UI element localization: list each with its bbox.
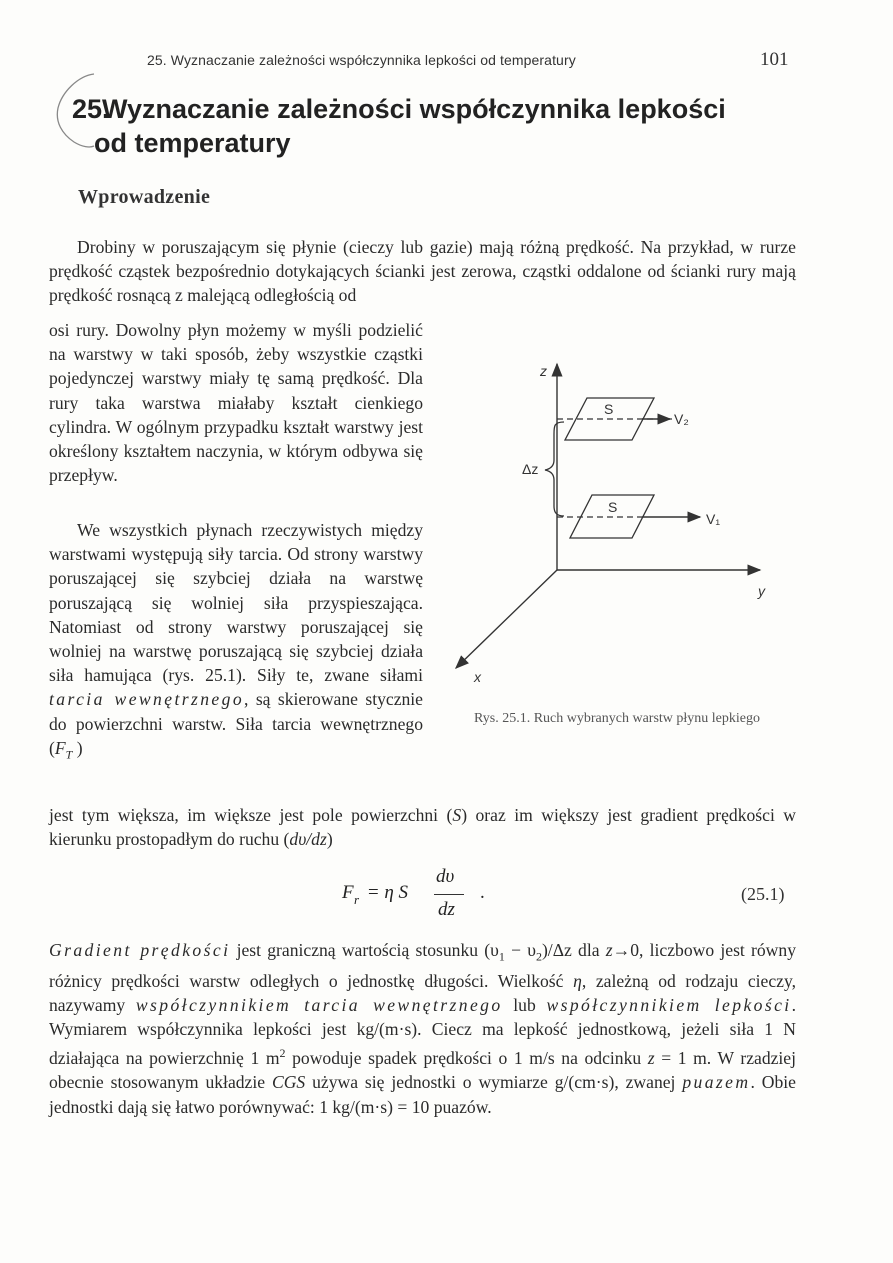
page-number: 101 — [760, 49, 789, 70]
p3-g: . Wymiarem współczynnika lepkości jest kg/(m·s). Ciecz ma lepkość jednostkową, jeżeli siła 1 N działająca na powierzchnię 1 m — [49, 994, 797, 1069]
axis-x-line — [456, 570, 557, 668]
axis-y-label: y — [758, 583, 765, 599]
eq-lhs: F — [342, 882, 354, 903]
velocity-lower-label: V₁ — [706, 511, 721, 527]
delta-z-label: Δz — [522, 461, 539, 477]
chapter-number: 25. — [72, 94, 110, 124]
eq-denominator: dz — [438, 899, 455, 920]
term-tarcia-wewnetrznego: tarcia wewnętrznego — [49, 689, 245, 710]
symbol-ft-sub: T — [65, 747, 73, 762]
p3-k: . Obie jednostki dają się łatwo porównywać: 1 kg/(m·s) = 10 puazów. — [49, 1072, 796, 1117]
symbol-dvdz: dυ/dz — [289, 829, 327, 850]
section-heading: Wprowadzenie — [78, 186, 211, 208]
plane-upper-label: S — [604, 401, 614, 417]
term-puaz: puazem — [682, 1072, 751, 1093]
p3-z: z — [647, 1048, 655, 1069]
p2-text-c: ) — [72, 737, 83, 758]
figure-caption: Rys. 25.1. Ruch wybranych warstw płynu lepkiego — [473, 711, 760, 726]
paragraph-3 — [49, 938, 796, 1119]
term-wspolczynnik-tarcia: współczynnikiem tarcia wewnętrznego — [135, 994, 503, 1015]
p3-zlim: z — [605, 940, 613, 960]
paragraph-2-full — [49, 803, 796, 851]
p3-b: − υ — [504, 940, 536, 960]
p2-full-c: ) — [326, 829, 333, 850]
p3-sup: 2 — [279, 1046, 286, 1061]
p3-h: powoduje spadek prędkości o 1 m/s na odcinku — [285, 1048, 648, 1069]
p3-i: = 1 m. W rzadziej obecnie stosowanym układzie — [49, 1048, 797, 1093]
paragraph-2-column — [49, 518, 423, 767]
p2-full-a: jest tym większa, im większe jest pole powierzchni ( — [49, 805, 453, 825]
axis-z-label: z — [540, 363, 547, 379]
running-header-title: 25. Wyznaczanie zależności współczynnika lepkości od temperatury — [147, 52, 576, 68]
p3-c: )/Δz dla — [541, 940, 606, 960]
p3-a: jest graniczną wartością stosunku (υ — [230, 940, 499, 960]
plane-lower-label: S — [608, 499, 618, 515]
p2-full-b: ) oraz im większy jest gradient prędkości w kierunku prostopadłym do ruchu ( — [49, 805, 797, 850]
figure-layers-diagram — [442, 352, 792, 692]
chapter-title — [72, 92, 792, 160]
term-gradient: Gradient prędkości — [49, 940, 231, 960]
p3-j: używa się jednostki o wymiarze g/(cm·s), zwanej — [305, 1072, 683, 1093]
p3-sub2: 2 — [535, 949, 542, 964]
p3-sub1: 1 — [498, 949, 505, 964]
delta-z-brace — [545, 422, 564, 516]
p2-text-a: We wszystkich płynach rzeczywistych między warstwami występują siły tarcia. Od strony warstwy poruszającej się szybciej działa na warstwę poruszającą się wolniej siła przyspieszająca. Natomiast od strony warstwy poruszającej się wolniej na warstwę poruszającą się szybciej działa siła hamująca (rys. 25.1). Siły te, zwane siłami — [49, 520, 423, 686]
p3-f: lub — [502, 994, 547, 1015]
eq-tail: . — [480, 882, 485, 903]
chapter-title-line2: od temperatury — [94, 128, 291, 158]
symbol-eta: η — [573, 970, 582, 991]
axis-x-label: x — [474, 669, 481, 685]
paragraph-1-full: Drobiny w poruszającym się płynie (cieczy lub gazie) mają różną prędkość. Na przykład, w rurze prędkość cząstek bezpośrednio dotykających ścianki jest zerowa, cząstki oddalone od ścianki rury mają prędkość rosnącą z malejącą odległością od — [49, 237, 796, 306]
p3-e: , zależną od rodzaju cieczy, nazywamy — [49, 970, 796, 1015]
eq-fraction-bar — [434, 894, 464, 895]
p3-d: →0, liczbowo jest równy różnicy prędkości warstw odległych o jednostkę długości. Wielkość — [49, 940, 796, 991]
term-wspolczynnik-lepkosci: współczynnikiem lepkości — [546, 994, 792, 1015]
p2-text-b: , są skierowane stycznie do powierzchni warstw. Siła tarcia wewnętrznego ( — [49, 689, 423, 758]
running-header — [0, 49, 893, 74]
symbol-s: S — [452, 805, 462, 825]
eq-eta-s: = η S — [362, 882, 408, 903]
equation-number: (25.1) — [741, 884, 785, 904]
eq-numerator: dυ — [436, 866, 455, 887]
paragraph-1-column: osi rury. Dowolny płyn możemy w myśli podzielić na warstwy w taki sposób, żeby wszystkie cząstki pojedynczej warstwy miały tę samą prędkość. Dla rury taka warstwa miałaby kształt cienkiego cylindra. W ogólnym przypadku kształt warstwy jest określony kształtem naczynia, w którym odbywa się przepływ. — [49, 320, 423, 486]
symbol-ft: F — [54, 737, 66, 758]
velocity-upper-label: V₂ — [674, 411, 689, 427]
chapter-title-line1: Wyznaczanie zależności współczynnika lepkości — [102, 94, 726, 124]
eq-lhs-sub: r — [354, 892, 360, 907]
equation-25-1 — [340, 866, 540, 926]
p3-cgs: CGS — [271, 1072, 306, 1093]
